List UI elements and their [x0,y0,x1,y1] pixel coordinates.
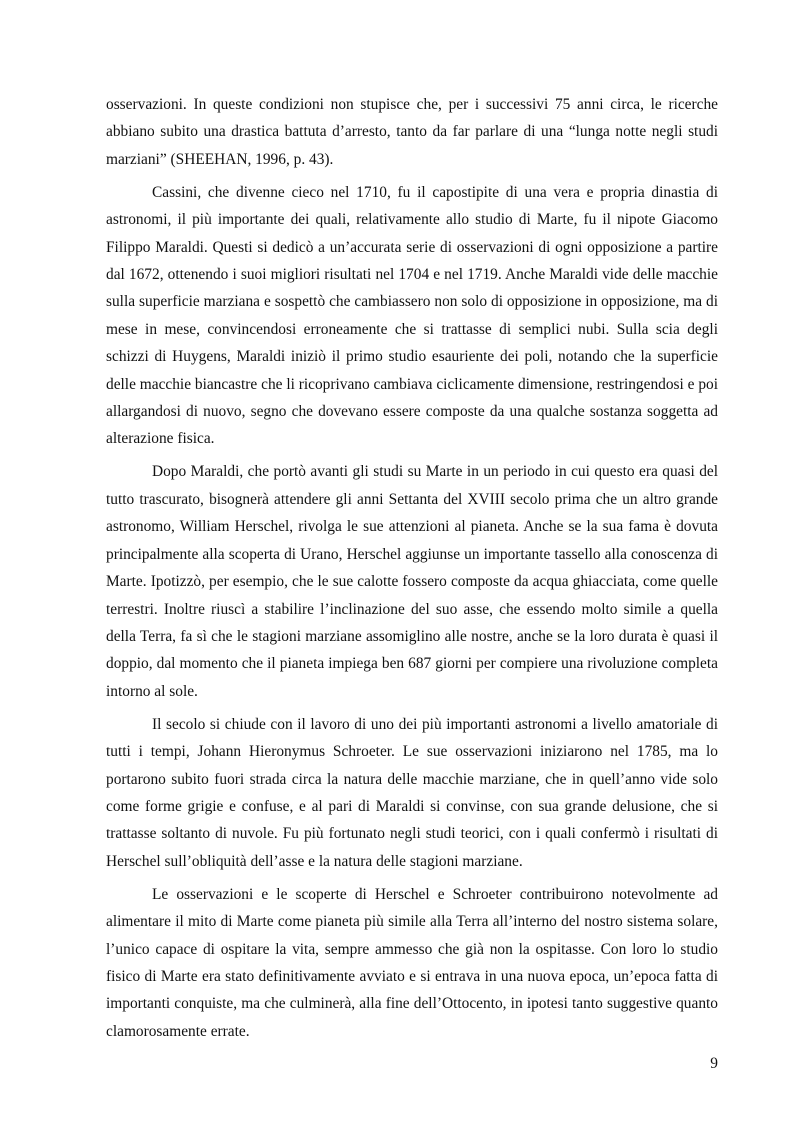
paragraph-herschel: Dopo Maraldi, che portò avanti gli studi su Marte in un periodo in cui questo era quasi del tutto trascurato, bisognerà attendere gli anni Settanta del XVIII secolo prima che un altro grande astronomo, William Herschel, rivolga le sue attenzioni al pianeta. Anche se la sua fama è dovuta principalmente alla scoperta di Urano, Herschel aggiunse un importante tassello alla conoscenza di Marte. Ipotizzò, per esempio, che le sue calotte fossero composte da acqua ghiacciata, come quelle terrestri. Inoltre riuscì a stabilire l’inclinazione del suo asse, che essendo molto simile a quella della Terra, fa sì che le stagioni marziane assomiglino alle nostre, anche se la loro durata è quasi il doppio, dal momento che il pianeta impiega ben 687 giorni per compiere una rivoluzione completa intorno al sole. [106,463,718,700]
document-page [106,91,718,1045]
paragraph-continuation: osservazioni. In queste condizioni non stupisce che, per i successivi 75 anni circa, le ricerche abbiano subito una drastica battuta d’arresto, tanto da far parlare di una “lunga notte negli studi marziani” (SHEEHAN, 1996, p. 43). [106,96,718,168]
paragraph-schroeter: Il secolo si chiude con il lavoro di uno dei più importanti astronomi a livello amatoriale di tutti i tempi, Johann Hieronymus Schroeter. Le sue osservazioni iniziarono nel 1785, ma lo portarono subito fuori strada circa la natura delle macchie marziane, che in quell’anno vide solo come forme grigie e confuse, e al pari di Maraldi si convinse, con sua grande delusione, che si trattasse soltanto di nuvole. Fu più fortunato negli studi teorici, con i quali confermò i risultati di Herschel sull’obliquità dell’asse e la natura delle stagioni marziane. [106,715,718,870]
paragraph-cassini-maraldi: Cassini, che divenne cieco nel 1710, fu il capostipite di una vera e propria dinastia di astronomi, il più importante dei quali, relativamente allo studio di Marte, fu il nipote Giacomo Filippo Maraldi. Questi si dedicò a un’accurata serie di osservazioni di ogni opposizione a partire dal 1672, ottenendo i suoi migliori risultati nel 1704 e nel 1719. Anche Maraldi vide delle macchie sulla superficie marziana e sospettò che cambiassero non solo di opposizione in opposizione, ma di mese in mese, convincendosi erroneamente che si trattasse di semplici nubi. Sulla scia degli schizzi di Huygens, Maraldi iniziò il primo studio esauriente dei poli, notando che la superficie delle macchie biancastre che li ricoprivano cambiava ciclicamente dimensione, restringendosi e poi allargandosi di nuovo, segno che dovevano essere composte da una qualche sostanza soggetta ad alterazione fisica. [106,183,718,448]
page-number: 9 [710,1055,718,1072]
paragraph-conclusion: Le osservazioni e le scoperte di Herschel e Schroeter contribuirono notevolmente ad alimentare il mito di Marte come pianeta più simile alla Terra all’interno del nostro sistema solare, l’unico capace di ospitare la vita, sempre ammesso che già non la ospitasse. Con loro lo studio fisico di Marte era stato definitivamente avviato e si entrava in una nuova epoca, un’epoca fatta di importanti conquiste, ma che culminerà, alla fine dell’Ottocento, in ipotesi tanto suggestive quanto clamorosamente errate. [106,885,718,1040]
